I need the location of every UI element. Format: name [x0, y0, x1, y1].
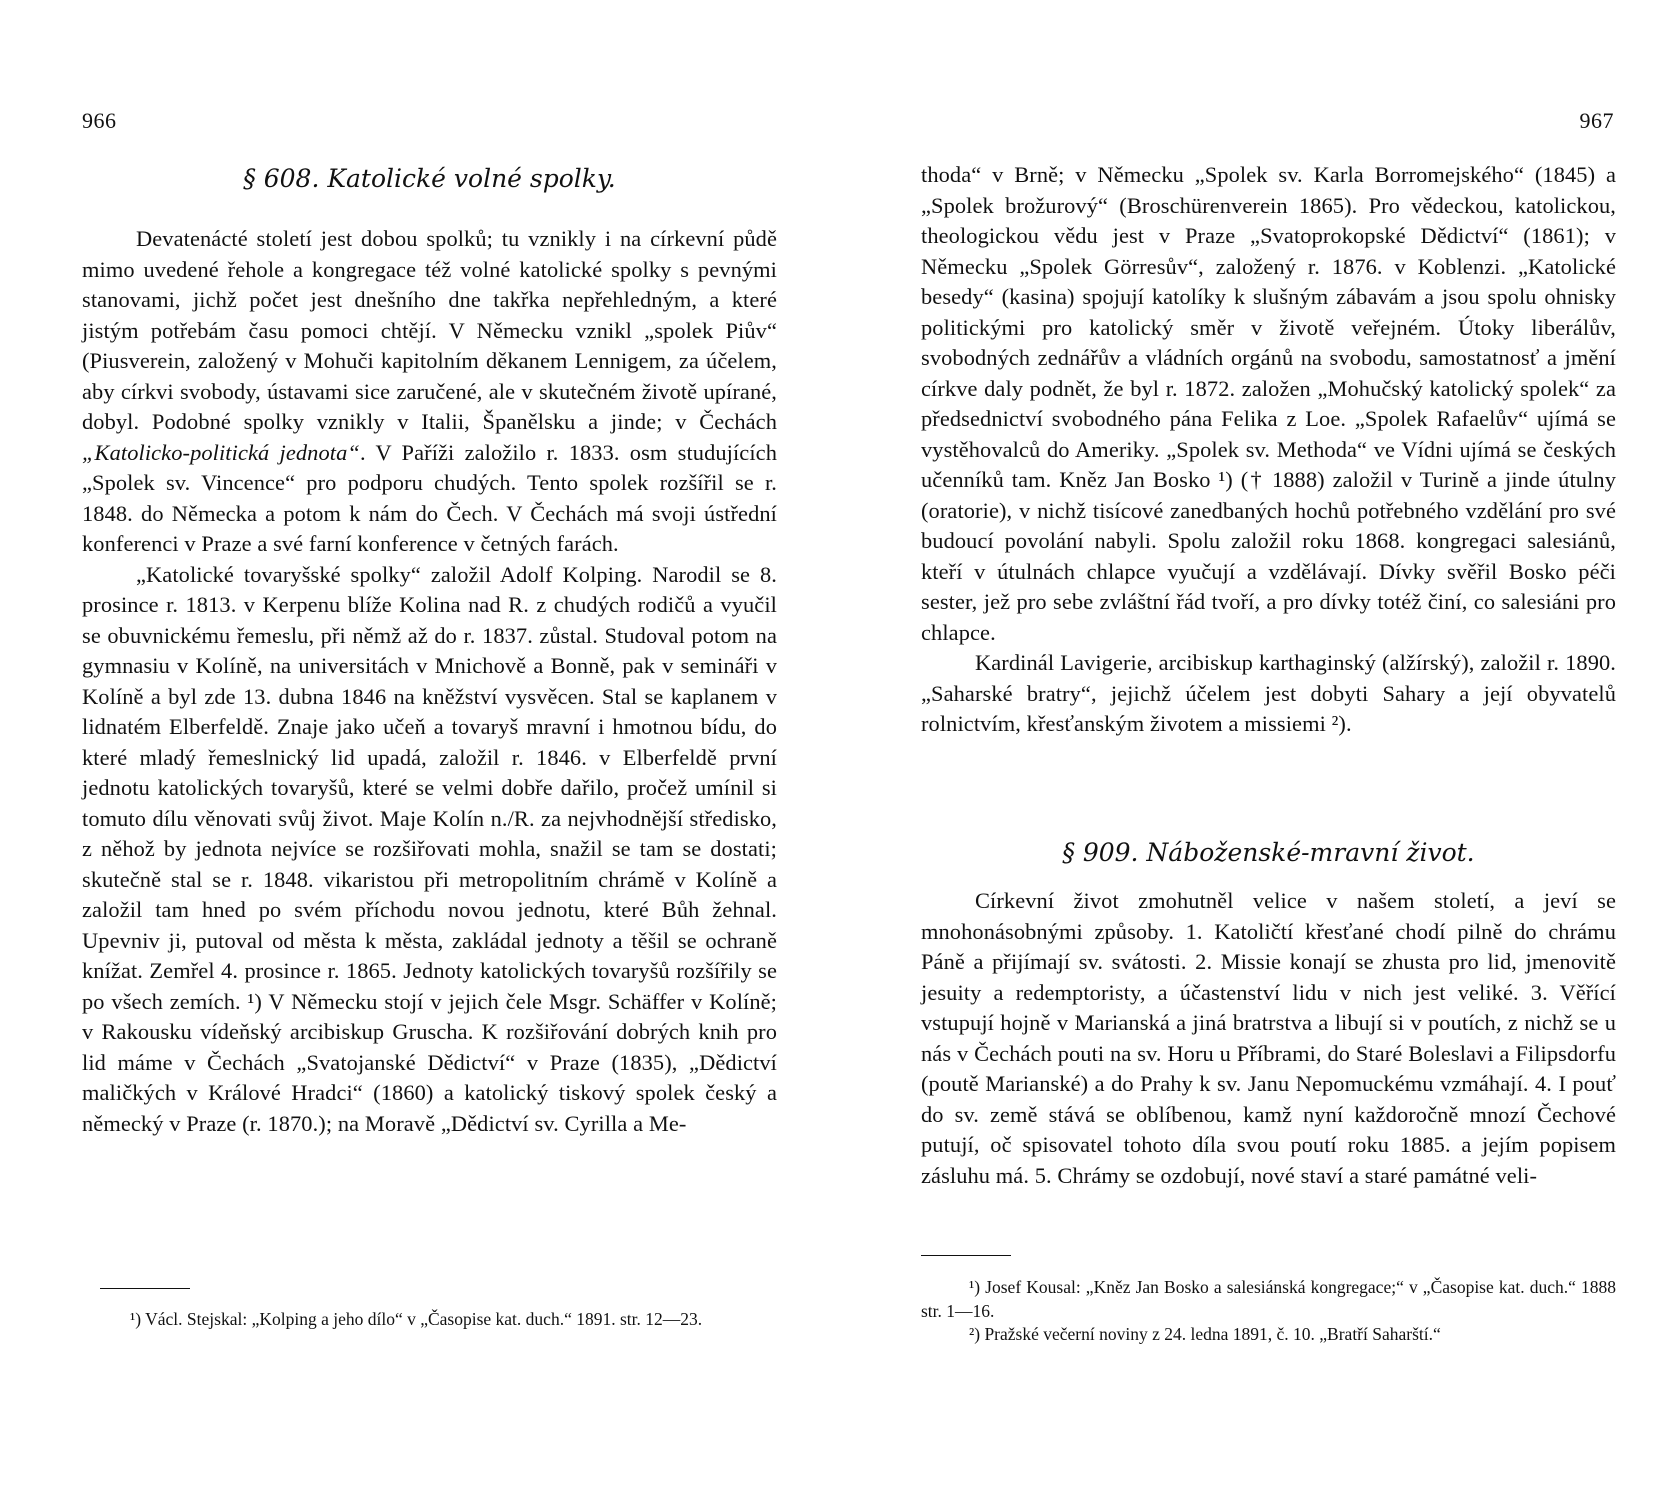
- paragraph: thoda“ v Brně; v Německu „Spolek sv. Karla Borromejského“ (1845) a „Spolek brožurový“ (Broschürenverein 1865). Pro vědeckou, katolickou, theologickou vědu jest v Praze „Svatoprokopské Dědictví“ (1861); v Německu „Spolek Görresův“, založený r. 1876. v Koblenzi. „Katolické besedy“ (kasina) spojují katolíky k slušným zábavám a jsou spolu ohnisky politickými pro katolický směr v životě veřejném. Útoky liberálův, svobodných zednářův a vládních orgánů na svobodu, samostatnosť a jmění církve daly podnět, že byl r. 1872. založen „Mohučský katolický spolek“ za předsednictví svobodného pána Felika z Loe. „Spolek Rafaelův“ ujímá se vystěhovalců do Ameriky. „Spolek sv. Methoda“ ve Vídni ujímá se českých učenníků tam. Kněz Jan Bosko ¹) († 1888) založil v Turině a jinde útulny (oratorie), v nichž tisícové zanedbaných hochů potřebného vzdělání pro své budoucí povolání nabyli. Spolu založil roku 1868. kongregaci salesiánů, kteří v útulnách chlapce vyučují a vzdělávají. Dívky svěřil Bosko péči sester, jež pro sebe zvláštní řád tvoří, a pro dívky totéž činí, co salesiáni pro chlapce.: [921, 162, 1616, 645]
- paragraph: Církevní život zmohutněl velice v našem století, a jeví se mnohonásobnými způsoby. 1. Katoličtí křesťané chodí pilně do chrámu Páně a přijímají sv. svátosti. 2. Missie konají se zhusta pro lid, jmenovitě jesuity a redemptoristy, a účastenství lidu v nich jest veliké. 3. Věřící vstupují hojně v Marianská a jiná bratrstva a libují si v poutích, z nichž se u nás v Čechách pouti na sv. Horu u Příbrami, do Staré Boleslavi a Filipsdorfu (poutě Marianské) a do Prahy k sv. Janu Nepomuckému vzmáhají. 4. I pouť do sv. země stává se oblíbenou, kamž nyní každoročně mnozí Čechové putují, oč spisovatel tohoto díla svou poutí roku 1885. a jejím popisem zásluhu má. 5. Chrámy se ozdobují, nové staví a staré památné veli-: [921, 888, 1616, 1188]
- footnotes: [82, 1308, 777, 1332]
- body-text: [921, 886, 1616, 1191]
- body-text: [921, 160, 1616, 740]
- footnote: ¹) Václ. Stejskal: „Kolping a jeho dílo“ v „Časopise kat. duch.“ 1891. str. 12—23.: [130, 1309, 703, 1329]
- footnote: ²) Pražské večerní noviny z 24. ledna 1891, č. 10. „Bratří Saharští.“: [969, 1324, 1441, 1344]
- section-heading: § 608. Katolické volné spolky.: [243, 164, 616, 193]
- body-text: [82, 224, 777, 1139]
- footnotes: [921, 1276, 1616, 1347]
- section-heading: § 909. Náboženské-mravní život.: [1062, 838, 1475, 867]
- footnote-rule: [921, 1255, 1011, 1256]
- paragraph: Kardinál Lavigerie, arcibiskup karthaginský (alžírský), založil r. 1890. „Saharské bratry“, jejichž účelem jest dobyti Sahary a její obyvatelů rolnictvím, křesťanským životem a missiemi ²).: [921, 650, 1616, 736]
- paragraph-text: . V Paříži založilo r. 1833. osm studujících „Spolek sv. Vincence“ pro podporu chudých. Tento spolek rozšířil se r. 1848. do Německa a potom k nám do Čech. V Čechách má svoji ústřední konferenci v Praze a své farní konference v četných farách.: [82, 439, 777, 556]
- italic-phrase: „Katolicko-politická jednota“: [82, 439, 360, 465]
- paragraph-text: Devatenácté století jest dobou spolků; tu vznikly i na církevní půdě mimo uvedené řehole a kongregace též volné katolické spolky s pevnými stanovami, jichž počet jest dnešního dne takřka nepřehledným, a které jistým potřebám času pomoci chtějí. V Německu vznikl „spolek Piův“ (Piusverein, založený v Mohuči kapitolním děkanem Lennigem, za účelem, aby církvi svobody, ústavami sice zaručené, ale v skutečném životě upírané, dobyl. Podobné spolky vznikly v Italii, Španělsku a jinde; v Čechách: [82, 226, 777, 434]
- right-page: [839, 0, 1678, 1500]
- page-number: 967: [1579, 108, 1614, 133]
- footnote-rule: [100, 1288, 190, 1289]
- footnote: ¹) Josef Kousal: „Kněz Jan Bosko a salesiánská kongregace;“ v „Časopise kat. duch.“ 1888 str. 1—16.: [921, 1277, 1616, 1321]
- paragraph: „Katolické tovaryšské spolky“ založil Adolf Kolping. Narodil se 8. prosince r. 1813. v Kerpenu blíže Kolina nad R. z chudých rodičů a vyučil se obuvnickému řemeslu, při němž až do r. 1837. zůstal. Studoval potom na gymnasiu v Kolíně, na universitách v Mnichově a Bonně, pak v semináři v Kolíně a byl zde 13. dubna 1846 na kněžství vysvěcen. Stal se kaplanem v lidnatém Elberfeldě. Znaje jako učeň a tovaryš mravní i hmotnou bídu, do které mladý řemeslnický lid upadá, založil r. 1846. v Elberfeldě první jednotu katolických tovaryšů, které se velmi dobře dařilo, pročež umínil si tomuto dílu věnovati svůj život. Maje Kolín n./R. za nejvhodnější středisko, z něhož by jednota nejvíce se rozšiřovati mohla, snažil se tam se dostati; skutečně stal se r. 1848. vikaristou při metropolitním chrámě v Kolíně a založil tam hned po svém příchodu novou jednotu, které Bůh žehnal. Upevniv ji, putoval od města k města, zakládal jednoty a těšil se ochraně knížat. Zemřel 4. prosince r. 1865. Jednoty katolických tovaryšů rozšířily se po všech zemích. ¹) V Německu stojí v jejich čele Msgr. Schäffer v Kolíně; v Rakousku vídeňský arcibiskup Gruscha. K rozšiřování dobrých knih pro lid máme v Čechách „Svatojanské Dědictví“ v Praze (1835), „Dědictví maličkých v Králové Hradci“ (1860) a katolický tiskový spolek český a německý v Praze (r. 1870.); na Moravě „Dědictví sv. Cyrilla a Me-: [82, 561, 777, 1136]
- page-number: 966: [82, 108, 117, 133]
- paragraph: [82, 224, 777, 560]
